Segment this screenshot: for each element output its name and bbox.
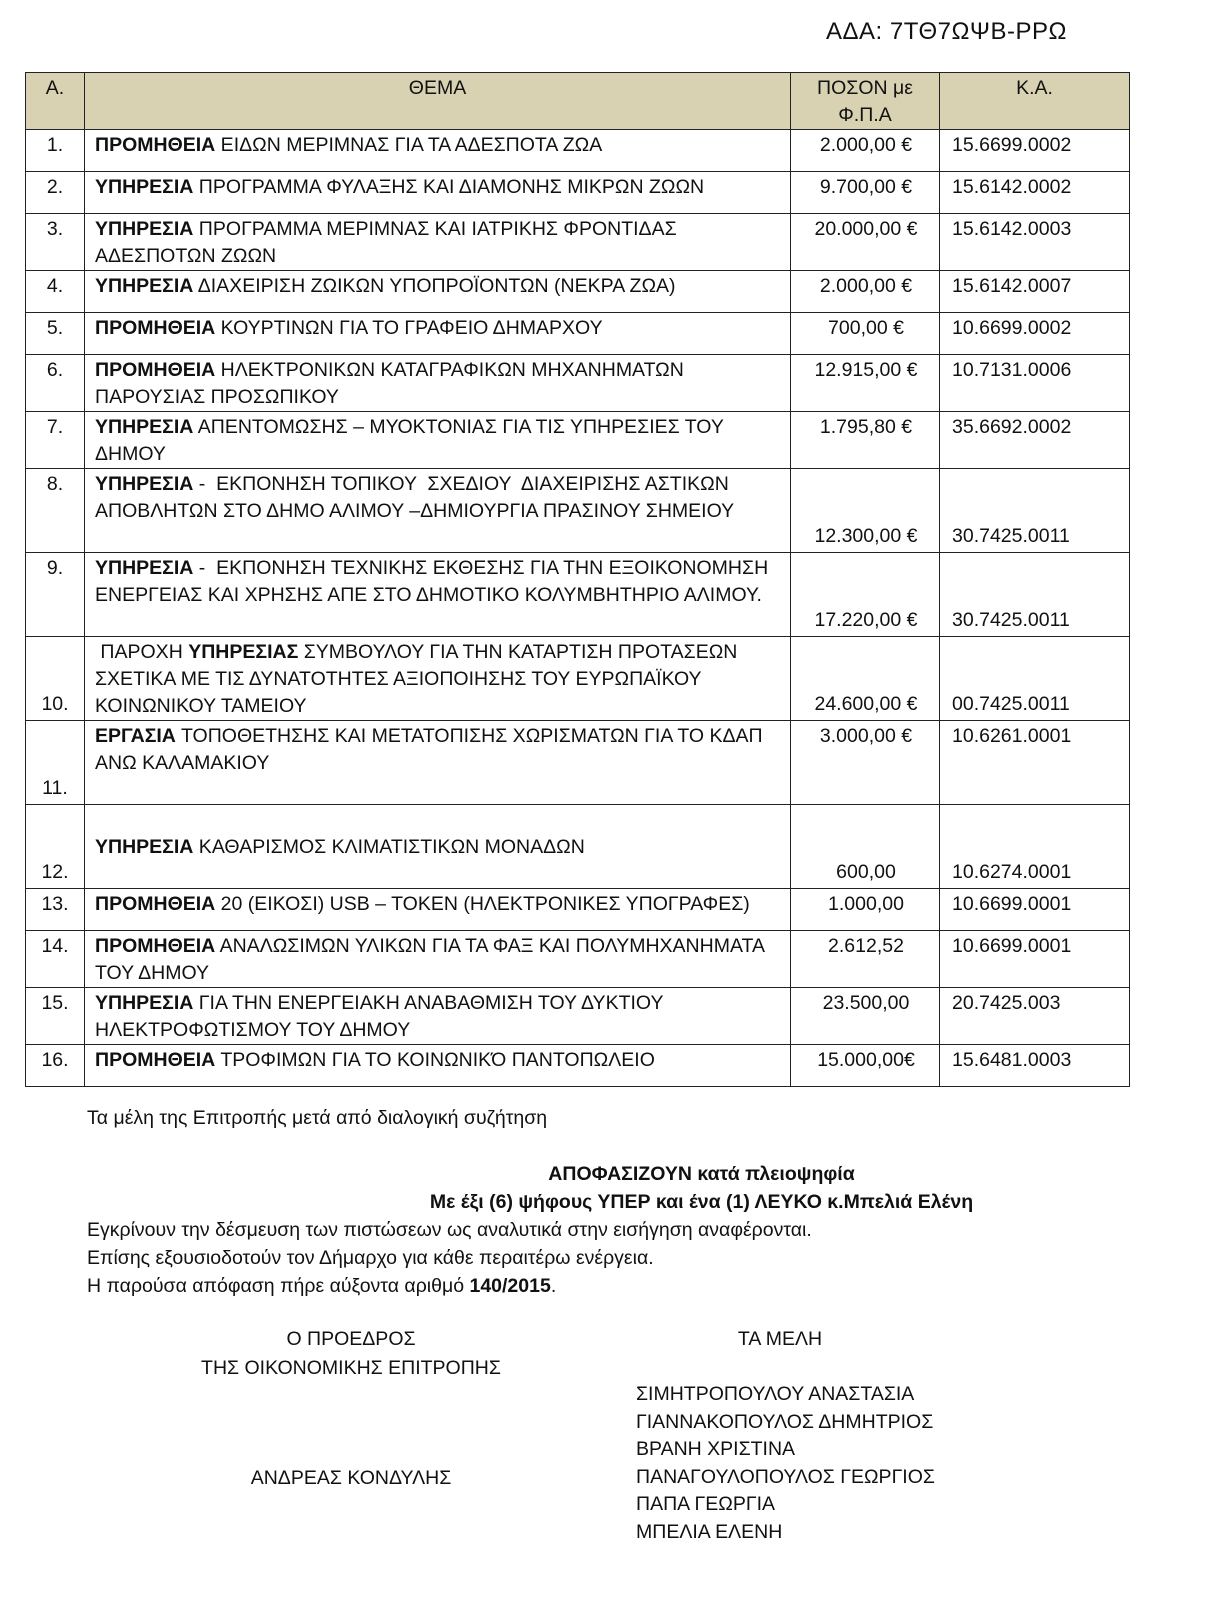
row-subject-text: ΔΙΑΧΕΙΡΙΣΗ ΖΩΙΚΩΝ ΥΠΟΠΡΟΪΟΝΤΩΝ (ΝΕΚΡΑ ΖΩΑ) <box>193 275 676 297</box>
row-code: 15.6699.0002 <box>940 130 1130 172</box>
row-subject <box>85 721 791 805</box>
row-subject-text: ΚΑΘΑΡΙΣΜΟΣ ΚΛΙΜΑΤΙΣΤΙΚΩΝ ΜΟΝΑΔΩΝ <box>193 836 585 858</box>
table-row <box>26 1045 1130 1087</box>
row-subject-text: ΑΠΕΝΤΟΜΩΣΗΣ – ΜΥΟΚΤΟΝΙΑΣ ΓΙΑ ΤΙΣ ΥΠΗΡΕΣΙΕΣ ΤΟΥ ΔΗΜΟΥ <box>95 416 728 465</box>
row-subject <box>85 412 791 469</box>
row-subject <box>85 313 791 355</box>
row-amount: 2.000,00 € <box>791 271 940 313</box>
row-amount: 2.000,00 € <box>791 130 940 172</box>
table-row <box>26 130 1130 172</box>
row-code: 15.6142.0003 <box>940 214 1130 271</box>
row-amount: 1.795,80 € <box>791 412 940 469</box>
row-amount: 24.600,00 € <box>791 637 940 721</box>
row-subject-text: - ΕΚΠΟΝΗΣΗ ΤΕΧΝΙΚΗΣ ΕΚΘΕΣΗΣ ΓΙΑ ΤΗΝ ΕΞΟΙΚΟΝΟΜΗΣΗ ΕΝΕΡΓΕΙΑΣ ΚΑΙ ΧΡΗΣΗΣ ΑΠΕ ΣΤΟ ΔΗΜΟΤΙΚΟ ΚΟΛΥΜΒΗΤΗΡΙΟ ΑΛΙΜΟΥ. <box>95 557 774 606</box>
row-subject-type: ΥΠΗΡΕΣΙΑ <box>95 218 194 240</box>
row-subject-text: ΠΡΟΓΡΑΜΜΑ ΦΥΛΑΞΗΣ ΚΑΙ ΔΙΑΜΟΝΗΣ ΜΙΚΡΩΝ ΖΩΩΝ <box>193 176 705 198</box>
row-subject-type: ΥΠΗΡΕΣΙΑ <box>95 557 194 579</box>
row-subject-type: ΥΠΗΡΕΣΙΑ <box>95 416 194 438</box>
row-number: 3. <box>26 214 85 271</box>
table-row <box>26 172 1130 214</box>
votes-text: Με έξι (6) ψήφους ΥΠΕΡ και ένα (1) ΛΕΥΚΟ κ.Μπελιά Ελένη <box>429 1191 974 1213</box>
row-amount: 3.000,00 € <box>791 721 940 805</box>
member-name: ΓΙΑΝΝΑΚΟΠΟΥΛΟΣ ΔΗΜΗΤΡΙΟΣ <box>636 1410 934 1433</box>
row-subject-type: ΥΠΗΡΕΣΙΑ <box>95 992 194 1014</box>
member-name: ΜΠΕΛΙΑ ΕΛΕΝΗ <box>636 1520 783 1543</box>
row-code: 30.7425.0011 <box>940 469 1130 553</box>
row-number: 9. <box>26 553 85 637</box>
row-code: 10.6699.0001 <box>940 889 1130 931</box>
row-subject <box>85 637 791 721</box>
row-code: 10.6699.0002 <box>940 313 1130 355</box>
row-subject <box>85 805 791 889</box>
row-subject <box>85 172 791 214</box>
row-subject-text: - ΕΚΠΟΝΗΣΗ ΤΟΠΙΚΟΥ ΣΧΕΔΙΟΥ ΔΙΑΧΕΙΡΙΣΗΣ ΑΣΤΙΚΩΝ ΑΠΟΒΛΗΤΩΝ ΣΤΟ ΔΗΜΟ ΑΛΙΜΟΥ –ΔΗΜΙΟΥΡΓΙΑ ΠΡΑΣΙΝΟΥ ΣΗΜΕΙΟΥ <box>95 473 735 522</box>
row-number: 4. <box>26 271 85 313</box>
row-code: 10.6261.0001 <box>940 721 1130 805</box>
header-amount-line1: ΠΟΣΟΝ με <box>817 77 913 99</box>
row-number: 6. <box>26 355 85 412</box>
row-subject <box>85 931 791 988</box>
row-number: 10. <box>26 637 85 721</box>
row-subject-type: ΥΠΗΡΕΣΙΑ <box>95 176 194 198</box>
decision-decide-line <box>0 1160 1207 1188</box>
row-subject-text: ΣΥΜΒΟΥΛΟΥ ΓΙΑ ΤΗΝ ΚΑΤΑΡΤΙΣΗ ΠΡΟΤΑΣΕΩΝ ΣΧΕΤΙΚΑ ΜΕ ΤΙΣ ΔΥΝΑΤΟΤΗΤΕΣ ΑΞΙΟΠΟΙΗΣΗΣ ΤΟΥ ΕΥΡΩΠΑΪΚΟΥ ΚΟΙΝΩΝΙΚΟΥ ΤΑΜΕΙΟΥ <box>95 641 743 717</box>
row-number: 2. <box>26 172 85 214</box>
president-title-2: ΤΗΣ ΟΙΚΟΝΟΜΙΚΗΣ ΕΠΙΤΡΟΠΗΣ <box>201 1357 501 1379</box>
decide-text: ΑΠΟΦΑΣΙΖΟΥΝ κατά πλειοψηφία <box>548 1163 855 1185</box>
row-amount: 20.000,00 € <box>791 214 940 271</box>
row-number: 13. <box>26 889 85 931</box>
table-row <box>26 805 1130 889</box>
row-subject-type: ΠΡΟΜΗΘΕΙΑ <box>95 134 216 156</box>
table-row <box>26 889 1130 931</box>
row-subject <box>85 130 791 172</box>
row-subject-text: ΓΙΑ ΤΗΝ ΕΝΕΡΓΕΙΑΚΗ ΑΝΑΒΑΘΜΙΣΗ ΤΟΥ ΔΥΚΤΙΟΥ ΗΛΕΚΤΡΟΦΩΤΙΣΜΟΥ ΤΟΥ ΔΗΜΟΥ <box>95 992 669 1041</box>
decision-intro: Τα μέλη της Επιτροπής μετά από διαλογική συζήτηση <box>87 1107 548 1129</box>
table-row <box>26 271 1130 313</box>
row-number: 16. <box>26 1045 85 1087</box>
row-code: 30.7425.0011 <box>940 553 1130 637</box>
row-code: 15.6481.0003 <box>940 1045 1130 1087</box>
row-subject-text: ΑΝΑΛΩΣΙΜΩΝ ΥΛΙΚΩΝ ΓΙΑ ΤΑ ΦΑΞ ΚΑΙ ΠΟΛΥΜΗΧΑΝΗΜΑΤΑ ΤΟΥ ΔΗΜΟΥ <box>95 935 770 984</box>
row-code: 10.7131.0006 <box>940 355 1130 412</box>
row-subject-type: ΥΠΗΡΕΣΙΑ <box>95 836 194 858</box>
row-subject-text: ΚΟΥΡΤΙΝΩΝ ΓΙΑ ΤΟ ΓΡΑΦΕΙΟ ΔΗΜΑΡΧΟΥ <box>215 317 603 339</box>
header-code: Κ.Α. <box>940 73 1130 130</box>
row-subject <box>85 1045 791 1087</box>
row-subject <box>85 553 791 637</box>
table-row <box>26 931 1130 988</box>
row-amount: 12.915,00 € <box>791 355 940 412</box>
row-subject-type: ΠΡΟΜΗΘΕΙΑ <box>95 1049 216 1071</box>
table-row <box>26 637 1130 721</box>
row-amount: 9.700,00 € <box>791 172 940 214</box>
row-amount: 600,00 <box>791 805 940 889</box>
decision-number: 140/2015 <box>469 1275 551 1297</box>
table-header-row <box>26 73 1130 130</box>
header-num: Α. <box>26 73 85 130</box>
row-subject <box>85 889 791 931</box>
row-amount: 17.220,00 € <box>791 553 940 637</box>
header-subject: ΘΕΜΑ <box>85 73 791 130</box>
decision-line3-suffix: . <box>550 1275 557 1297</box>
row-subject <box>85 355 791 412</box>
row-subject-text: ΠΡΟΓΡΑΜΜΑ ΜΕΡΙΜΝΑΣ ΚΑΙ ΙΑΤΡΙΚΗΣ ΦΡΟΝΤΙΔΑΣ ΑΔΕΣΠΟΤΩΝ ΖΩΩΝ <box>95 218 681 267</box>
row-code: 10.6274.0001 <box>940 805 1130 889</box>
row-subject-type: ΥΠΗΡΕΣΙΑ <box>95 275 194 297</box>
row-subject-prefix: ΠΑΡΟΧΗ <box>95 641 189 663</box>
ada-code: ΑΔΑ: 7ΤΘ7ΩΨΒ-ΡΡΩ <box>826 18 1067 45</box>
header-amount-line2: Φ.Π.Α <box>838 104 892 126</box>
row-code: 15.6142.0007 <box>940 271 1130 313</box>
table-row <box>26 553 1130 637</box>
row-code: 35.6692.0002 <box>940 412 1130 469</box>
row-amount: 15.000,00€ <box>791 1045 940 1087</box>
row-subject-type: ΕΡΓΑΣΙΑ <box>95 725 176 747</box>
row-number: 1. <box>26 130 85 172</box>
row-subject <box>85 214 791 271</box>
row-amount: 2.612,52 <box>791 931 940 988</box>
member-name: ΒΡΑΝΗ ΧΡΙΣΤΙΝΑ <box>636 1438 796 1460</box>
row-subject-text: 20 (ΕΙΚΟΣΙ) USB – TOKEN (ΗΛΕΚΤΡΟΝΙΚΕΣ ΥΠΟΓΡΑΦΕΣ) <box>215 893 750 915</box>
row-code: 15.6142.0002 <box>940 172 1130 214</box>
decision-votes-line <box>0 1188 1207 1216</box>
member-name: ΠΑΝΑΓΟΥΛΟΠΟΥΛΟΣ ΓΕΩΡΓΙΟΣ <box>636 1465 935 1488</box>
row-number: 8. <box>26 469 85 553</box>
president-name: ΑΝΔΡΕΑΣ ΚΟΝΔΥΛΗΣ <box>250 1467 452 1489</box>
row-subject-type: ΥΠΗΡΕΣΙΑ <box>95 473 194 495</box>
row-subject-text: ΕΙΔΩΝ ΜΕΡΙΜΝΑΣ ΓΙΑ ΤΑ ΑΔΕΣΠΟΤΑ ΖΩΑ <box>215 134 603 156</box>
row-number: 12. <box>26 805 85 889</box>
row-subject-text: ΤΡΟΦΙΜΩΝ ΓΙΑ ΤΟ ΚΟΙΝΩΝΙΚΌ ΠΑΝΤΟΠΩΛΕΙΟ <box>215 1049 655 1071</box>
row-subject-text: ΤΟΠΟΘΕΤΗΣΗΣ ΚΑΙ ΜΕΤΑΤΟΠΙΣΗΣ ΧΩΡΙΣΜΑΤΩΝ ΓΙΑ ΤΟ ΚΔΑΠ ΑΝΩ ΚΑΛΑΜΑΚΙΟΥ <box>95 725 767 774</box>
table-row <box>26 355 1130 412</box>
table-row <box>26 412 1130 469</box>
row-subject-text: ΗΛΕΚΤΡΟΝΙΚΩΝ ΚΑΤΑΓΡΑΦΙΚΩΝ ΜΗΧΑΝΗΜΑΤΩΝ ΠΑΡΟΥΣΙΑΣ ΠΡΟΣΩΠΙΚΟΥ <box>95 359 690 408</box>
decision-line2: Επίσης εξουσιοδοτούν τον Δήμαρχο για κάθε περαιτέρω ενέργεια. <box>87 1247 654 1269</box>
member-name: ΣΙΜΗΤΡΟΠΟΥΛΟΥ ΑΝΑΣΤΑΣΙΑ <box>636 1383 915 1405</box>
row-code: 20.7425.003 <box>940 988 1130 1045</box>
row-amount: 700,00 € <box>791 313 940 355</box>
header-amount <box>791 73 940 130</box>
decision-line3-prefix: Η παρούσα απόφαση πήρε αύξοντα αριθμό <box>87 1275 470 1297</box>
row-subject-type: ΠΡΟΜΗΘΕΙΑ <box>95 359 216 381</box>
member-name: ΠΑΠΑ ΓΕΩΡΓΙΑ <box>636 1493 776 1515</box>
row-subject-type: ΥΠΗΡΕΣΙΑΣ <box>188 641 299 663</box>
row-subject <box>85 988 791 1045</box>
decision-line1: Εγκρίνουν την δέσμευση των πιστώσεων ως αναλυτικά στην εισήγηση αναφέρονται. <box>87 1219 812 1241</box>
table-row <box>26 469 1130 553</box>
members-list <box>636 1381 935 1546</box>
row-amount: 12.300,00 € <box>791 469 940 553</box>
row-number: 7. <box>26 412 85 469</box>
row-subject <box>85 469 791 553</box>
row-number: 15. <box>26 988 85 1045</box>
row-amount: 1.000,00 <box>791 889 940 931</box>
members-title: ΤΑ ΜΕΛΗ <box>737 1328 823 1350</box>
row-code: 10.6699.0001 <box>940 931 1130 988</box>
row-subject-type: ΠΡΟΜΗΘΕΙΑ <box>95 893 216 915</box>
table-row <box>26 313 1130 355</box>
decision-line3 <box>87 1272 556 1300</box>
row-number: 5. <box>26 313 85 355</box>
row-subject-type: ΠΡΟΜΗΘΕΙΑ <box>95 935 216 957</box>
table-row <box>26 721 1130 805</box>
row-amount: 23.500,00 <box>791 988 940 1045</box>
expenditure-table <box>25 72 1130 1087</box>
president-title-1: Ο ΠΡΟΕΔΡΟΣ <box>286 1328 416 1350</box>
row-number: 11. <box>26 721 85 805</box>
table-row <box>26 214 1130 271</box>
row-code: 00.7425.0011 <box>940 637 1130 721</box>
table-row <box>26 988 1130 1045</box>
row-subject-type: ΠΡΟΜΗΘΕΙΑ <box>95 317 216 339</box>
row-subject <box>85 271 791 313</box>
row-number: 14. <box>26 931 85 988</box>
